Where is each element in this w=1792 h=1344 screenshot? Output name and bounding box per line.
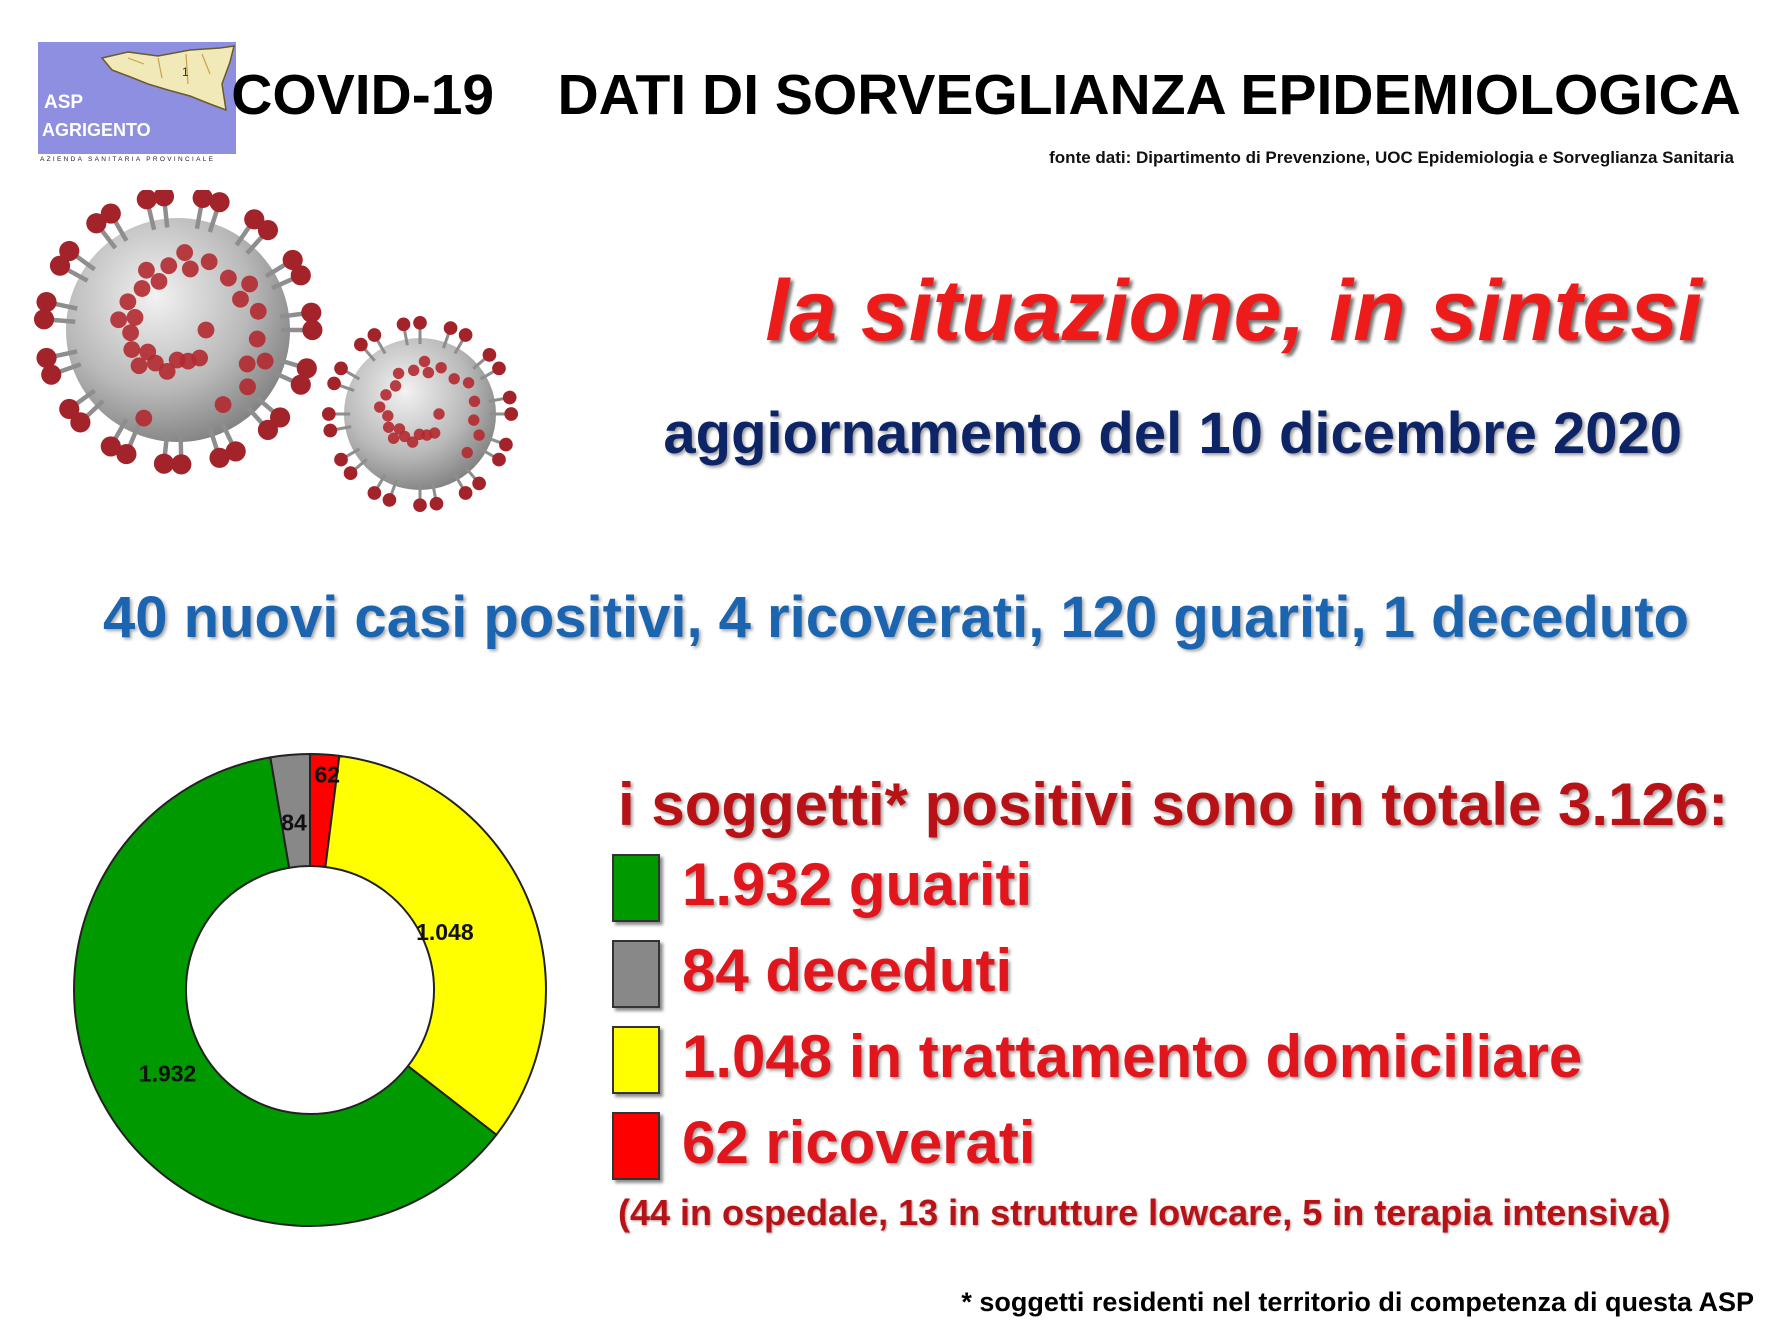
legend-swatch-deceduti: [612, 940, 660, 1008]
donut-label-in-trattamento-domiciliare: 1.048: [416, 919, 474, 946]
logo-asp-text: ASP: [44, 92, 84, 113]
legend-label: 62 ricoverati: [682, 1109, 1036, 1176]
logo-subtitle: AZIENDA SANITARIA PROVINCIALE: [40, 156, 216, 163]
donut-label-ricoverati: 62: [314, 761, 341, 788]
legend-label: 1.048 in trattamento domiciliare: [682, 1023, 1583, 1090]
data-source: fonte dati: Dipartimento di Prevenzione, UOC Epidemiologia e Sorveglianza Sanitaria: [1049, 148, 1734, 167]
donut-slice-in-trattamento-domiciliare: [325, 756, 546, 1135]
daily-summary: 40 nuovi casi positivi, 4 ricoverati, 120 guariti, 1 deceduto: [103, 585, 1689, 650]
svg-text:1: 1: [182, 65, 189, 79]
total-positive: i soggetti* positivi sono in totale 3.126:: [618, 771, 1729, 838]
donut-chart: [20, 700, 600, 1280]
legend-swatch-domiciliare: [612, 1026, 660, 1094]
coronavirus-illustration: [30, 190, 530, 530]
page-title: COVID-19 DATI DI SORVEGLIANZA EPIDEMIOLOGICA: [231, 63, 1741, 127]
footnote: * soggetti residenti nel territorio di competenza di questa ASP: [961, 1287, 1754, 1317]
virus-small-icon: [322, 316, 518, 512]
headline: la situazione, in sintesi: [765, 263, 1702, 359]
logo-agrigento-text: AGRIGENTO: [42, 120, 151, 140]
legend-label: 84 deceduti: [682, 937, 1013, 1004]
legend-swatch-ricoverati: [612, 1112, 660, 1180]
donut-label-guariti: 1.932: [138, 1060, 197, 1087]
virus-large-icon: [34, 190, 323, 474]
donut-label-deceduti: 84: [281, 809, 307, 836]
hospital-breakdown-note: (44 in ospedale, 13 in strutture lowcare, 5 in terapia intensiva): [618, 1192, 1671, 1233]
legend-swatch-guariti: [612, 854, 660, 922]
legend-label: 1.932 guariti: [682, 851, 1033, 918]
update-date: aggiornamento del 10 dicembre 2020: [663, 401, 1682, 466]
